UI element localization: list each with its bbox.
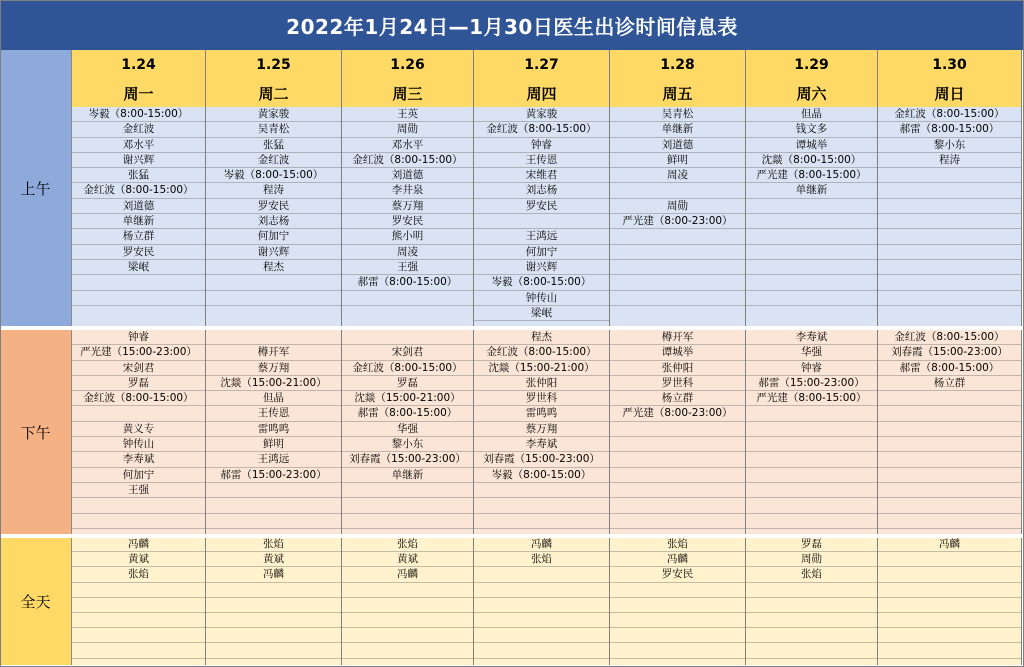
doctor-cell <box>474 583 609 598</box>
doctor-cell: 单继新 <box>72 214 205 229</box>
doctor-cell <box>610 260 745 275</box>
doctor-cell: 王强 <box>342 260 473 275</box>
doctor-cell: 金红波（8:00-15:00） <box>878 107 1021 122</box>
doctor-cell: 谢兴辉 <box>72 153 205 168</box>
doctor-cell: 刘道德 <box>342 168 473 183</box>
doctor-cell: 罗安民 <box>206 199 341 214</box>
doctor-cell <box>746 275 877 290</box>
doctor-cell <box>610 452 745 467</box>
doctor-cell <box>878 452 1021 467</box>
doctor-cell: 罗磊 <box>746 537 877 552</box>
afternoon-block <box>878 330 1021 534</box>
allday-block <box>878 537 1021 665</box>
doctor-cell: 金红波（8:00-15:00） <box>474 122 609 137</box>
afternoon-block <box>342 330 473 534</box>
doctor-cell <box>342 643 473 658</box>
doctor-cell <box>206 498 341 513</box>
doctor-cell: 樽开军 <box>610 330 745 345</box>
afternoon-block <box>474 330 609 534</box>
doctor-cell: 周勋 <box>746 552 877 567</box>
doctor-cell: 王鸿远 <box>474 229 609 244</box>
section-label-allday: 全天 <box>0 537 72 665</box>
doctor-cell <box>474 598 609 613</box>
doctor-cell <box>878 229 1021 244</box>
allday-block <box>342 537 473 665</box>
doctor-cell <box>746 437 877 452</box>
doctor-cell: 沈燚（15:00-21:00） <box>474 361 609 376</box>
doctor-cell <box>878 275 1021 290</box>
doctor-cell <box>746 260 877 275</box>
doctor-cell: 冯麟 <box>72 537 205 552</box>
doctor-cell <box>474 214 609 229</box>
doctor-cell <box>746 483 877 498</box>
doctor-cell: 黎小东 <box>342 437 473 452</box>
doctor-cell <box>610 613 745 628</box>
doctor-cell: 郝雷（15:00-23:00） <box>746 376 877 391</box>
day-column <box>72 50 206 665</box>
doctor-cell: 李寿斌 <box>72 452 205 467</box>
doctor-cell: 罗安民 <box>610 567 745 582</box>
doctor-cell: 刘志杨 <box>206 214 341 229</box>
doctor-cell <box>878 552 1021 567</box>
doctor-cell <box>72 291 205 306</box>
doctor-cell <box>474 643 609 658</box>
doctor-cell <box>878 199 1021 214</box>
doctor-cell: 张焰 <box>72 567 205 582</box>
doctor-cell: 周勋 <box>610 199 745 214</box>
doctor-cell: 王传恩 <box>474 153 609 168</box>
doctor-cell: 周勋 <box>342 122 473 137</box>
doctor-cell: 钟睿 <box>72 330 205 345</box>
doctor-cell: 郝雷（8:00-15:00） <box>878 361 1021 376</box>
doctor-cell <box>610 275 745 290</box>
doctor-cell <box>878 422 1021 437</box>
date-header: 1.30 <box>878 50 1021 81</box>
doctor-cell <box>610 229 745 244</box>
doctor-cell: 程杰 <box>474 330 609 345</box>
doctor-cell: 严光建（8:00-23:00） <box>610 214 745 229</box>
section-label-pm: 下午 <box>0 330 72 534</box>
weekday-header: 周一 <box>72 80 205 108</box>
date-header: 1.25 <box>206 50 341 81</box>
doctor-cell: 钟传山 <box>474 291 609 306</box>
doctor-cell: 金红波（8:00-15:00） <box>474 345 609 360</box>
day-column <box>610 50 746 665</box>
doctor-cell <box>342 598 473 613</box>
doctor-cell: 岑毅（8:00-15:00） <box>72 107 205 122</box>
doctor-cell: 金红波（8:00-15:00） <box>72 183 205 198</box>
doctor-cell: 钱文多 <box>746 122 877 137</box>
doctor-cell <box>72 406 205 421</box>
doctor-cell: 程杰 <box>206 260 341 275</box>
doctor-cell: 谢兴辉 <box>206 245 341 260</box>
day-column <box>878 50 1022 665</box>
doctor-cell: 何加宁 <box>206 229 341 244</box>
doctor-cell <box>878 483 1021 498</box>
page-title: 2022年1月24日—1月30日医生出诊时间信息表 <box>0 0 1024 50</box>
doctor-cell: 华强 <box>746 345 877 360</box>
doctor-cell: 李寿斌 <box>474 437 609 452</box>
doctor-cell <box>72 583 205 598</box>
doctor-cell: 王强 <box>72 483 205 498</box>
doctor-cell: 严光建（15:00-23:00） <box>72 345 205 360</box>
doctor-cell: 沈燚（8:00-15:00） <box>746 153 877 168</box>
doctor-cell: 刘道德 <box>610 138 745 153</box>
doctor-cell: 刘春霞（15:00-23:00） <box>878 345 1021 360</box>
doctor-cell <box>878 245 1021 260</box>
doctor-cell <box>746 291 877 306</box>
doctor-cell: 邓水平 <box>72 138 205 153</box>
date-header: 1.26 <box>342 50 473 81</box>
doctor-cell <box>610 628 745 643</box>
doctor-cell: 单继新 <box>342 468 473 483</box>
doctor-cell: 蔡万翔 <box>474 422 609 437</box>
doctor-cell: 钟传山 <box>72 437 205 452</box>
doctor-cell <box>746 406 877 421</box>
doctor-cell <box>610 583 745 598</box>
doctor-cell: 金红波（8:00-15:00） <box>342 153 473 168</box>
doctor-cell: 宋剑君 <box>72 361 205 376</box>
doctor-cell <box>206 514 341 529</box>
doctor-cell <box>610 483 745 498</box>
doctor-cell: 黎小东 <box>878 138 1021 153</box>
doctor-cell: 邓水平 <box>342 138 473 153</box>
doctor-cell: 郝雷（8:00-15:00） <box>342 275 473 290</box>
doctor-cell: 雷鸣鸣 <box>206 422 341 437</box>
doctor-cell <box>746 199 877 214</box>
doctor-cell <box>610 498 745 513</box>
doctor-cell: 何加宁 <box>474 245 609 260</box>
doctor-cell: 张焰 <box>342 537 473 552</box>
doctor-cell: 刘道德 <box>72 199 205 214</box>
doctor-cell <box>610 598 745 613</box>
afternoon-block <box>72 330 205 534</box>
doctor-cell: 严光建（8:00-15:00） <box>746 391 877 406</box>
doctor-cell: 宋剑君 <box>342 345 473 360</box>
doctor-cell: 罗安民 <box>72 245 205 260</box>
doctor-cell: 程涛 <box>878 153 1021 168</box>
weekday-header: 周日 <box>878 80 1021 108</box>
doctor-cell <box>878 583 1021 598</box>
doctor-cell: 王英 <box>342 107 473 122</box>
doctor-cell: 严光建（8:00-23:00） <box>610 406 745 421</box>
morning-block <box>610 107 745 326</box>
doctor-cell <box>206 483 341 498</box>
doctor-cell: 雷鸣鸣 <box>474 406 609 421</box>
doctor-cell <box>746 583 877 598</box>
doctor-cell: 罗安民 <box>342 214 473 229</box>
doctor-cell: 郝雷（8:00-15:00） <box>342 406 473 421</box>
doctor-cell: 金红波 <box>72 122 205 137</box>
weekday-header: 周二 <box>206 80 341 108</box>
day-column <box>342 50 474 665</box>
doctor-cell: 吴青松 <box>206 122 341 137</box>
doctor-cell: 钟睿 <box>474 138 609 153</box>
doctor-cell: 杨立群 <box>72 229 205 244</box>
doctor-cell <box>474 628 609 643</box>
doctor-cell <box>72 275 205 290</box>
date-header: 1.29 <box>746 50 877 81</box>
doctor-cell: 冯麟 <box>610 552 745 567</box>
doctor-cell: 张焰 <box>746 567 877 582</box>
doctor-cell <box>746 498 877 513</box>
doctor-cell: 杨立群 <box>610 391 745 406</box>
section-label-am: 上午 <box>0 50 72 326</box>
doctor-cell <box>878 183 1021 198</box>
doctor-cell: 张焰 <box>474 552 609 567</box>
allday-block <box>746 537 877 665</box>
doctor-cell: 岑毅（8:00-15:00） <box>474 275 609 290</box>
allday-block <box>474 537 609 665</box>
doctor-cell <box>746 643 877 658</box>
weekday-header: 周三 <box>342 80 473 108</box>
doctor-cell: 金红波 <box>206 153 341 168</box>
doctor-cell: 王鸿远 <box>206 452 341 467</box>
date-header: 1.27 <box>474 50 609 81</box>
doctor-cell <box>746 598 877 613</box>
doctor-cell: 华强 <box>342 422 473 437</box>
doctor-cell <box>878 514 1021 529</box>
doctor-cell: 单继新 <box>610 122 745 137</box>
doctor-cell <box>610 422 745 437</box>
doctor-cell: 黄家骏 <box>474 107 609 122</box>
doctor-cell: 刘志杨 <box>474 183 609 198</box>
afternoon-block <box>610 330 745 534</box>
doctor-cell: 王传恩 <box>206 406 341 421</box>
doctor-cell <box>746 245 877 260</box>
doctor-cell <box>746 468 877 483</box>
doctor-cell: 冯麟 <box>878 537 1021 552</box>
doctor-cell <box>342 330 473 345</box>
doctor-cell <box>474 498 609 513</box>
doctor-cell <box>206 643 341 658</box>
section-divider <box>0 326 1024 330</box>
doctor-cell: 黄斌 <box>72 552 205 567</box>
doctor-cell <box>342 583 473 598</box>
doctor-cell: 黄斌 <box>206 552 341 567</box>
doctor-cell <box>610 514 745 529</box>
doctor-cell: 沈燚（15:00-21:00） <box>342 391 473 406</box>
morning-block <box>474 107 609 326</box>
doctor-cell <box>610 437 745 452</box>
doctor-cell: 宋维君 <box>474 168 609 183</box>
doctor-cell <box>746 628 877 643</box>
doctor-cell: 刘春霞（15:00-23:00） <box>342 452 473 467</box>
doctor-cell <box>878 643 1021 658</box>
doctor-cell: 沈燚（15:00-21:00） <box>206 376 341 391</box>
doctor-cell <box>878 391 1021 406</box>
doctor-cell <box>746 613 877 628</box>
doctor-cell: 蔡万翔 <box>206 361 341 376</box>
allday-block <box>72 537 205 665</box>
doctor-cell <box>878 291 1021 306</box>
doctor-cell: 鲜明 <box>610 153 745 168</box>
doctor-cell: 吴青松 <box>610 107 745 122</box>
date-header: 1.24 <box>72 50 205 81</box>
doctor-cell <box>610 468 745 483</box>
doctor-cell <box>474 567 609 582</box>
doctor-cell <box>878 214 1021 229</box>
doctor-cell <box>206 628 341 643</box>
doctor-cell <box>746 214 877 229</box>
doctor-cell <box>878 406 1021 421</box>
doctor-cell <box>72 643 205 658</box>
afternoon-block <box>206 330 341 534</box>
doctor-cell <box>878 468 1021 483</box>
doctor-cell: 鲜明 <box>206 437 341 452</box>
doctor-cell: 张仲阳 <box>474 376 609 391</box>
doctor-cell: 但晶 <box>746 107 877 122</box>
day-column <box>746 50 878 665</box>
doctor-cell: 金红波（8:00-15:00） <box>878 330 1021 345</box>
doctor-cell <box>610 291 745 306</box>
doctor-cell: 杨立群 <box>878 376 1021 391</box>
morning-block <box>206 107 341 326</box>
doctor-cell: 周凌 <box>610 168 745 183</box>
doctor-cell: 樽开军 <box>206 345 341 360</box>
morning-block <box>878 107 1021 326</box>
doctor-cell: 谭城举 <box>610 345 745 360</box>
doctor-cell: 冯麟 <box>342 567 473 582</box>
doctor-cell <box>72 613 205 628</box>
doctor-cell <box>342 628 473 643</box>
afternoon-block <box>746 330 877 534</box>
doctor-cell <box>474 483 609 498</box>
doctor-cell <box>878 628 1021 643</box>
morning-block <box>342 107 473 326</box>
doctor-cell: 黄家骏 <box>206 107 341 122</box>
doctor-cell <box>878 168 1021 183</box>
section-divider <box>0 534 1024 538</box>
doctor-cell: 罗世科 <box>610 376 745 391</box>
weekday-header: 周四 <box>474 80 609 108</box>
doctor-cell: 但晶 <box>206 391 341 406</box>
doctor-cell: 冯麟 <box>206 567 341 582</box>
doctor-cell <box>342 483 473 498</box>
doctor-cell <box>72 514 205 529</box>
doctor-cell <box>746 452 877 467</box>
doctor-cell: 梁岷 <box>474 306 609 321</box>
doctor-cell <box>474 613 609 628</box>
doctor-cell <box>342 498 473 513</box>
doctor-cell <box>206 583 341 598</box>
doctor-cell: 张焰 <box>610 537 745 552</box>
doctor-cell: 李寿斌 <box>746 330 877 345</box>
doctor-cell: 谭城举 <box>746 138 877 153</box>
doctor-cell <box>72 628 205 643</box>
doctor-cell: 郝雷（15:00-23:00） <box>206 468 341 483</box>
doctor-cell: 岑毅（8:00-15:00） <box>206 168 341 183</box>
doctor-cell: 张猛 <box>206 138 341 153</box>
doctor-cell <box>746 514 877 529</box>
doctor-cell <box>878 260 1021 275</box>
doctor-cell <box>878 613 1021 628</box>
day-column <box>206 50 342 665</box>
doctor-cell <box>474 514 609 529</box>
doctor-cell: 罗磊 <box>342 376 473 391</box>
doctor-cell: 金红波（8:00-15:00） <box>72 391 205 406</box>
doctor-cell <box>878 498 1021 513</box>
doctor-cell: 郝雷（8:00-15:00） <box>878 122 1021 137</box>
doctor-cell: 严光建（8:00-15:00） <box>746 168 877 183</box>
doctor-cell: 钟睿 <box>746 361 877 376</box>
doctor-cell: 程涛 <box>206 183 341 198</box>
doctor-cell <box>206 330 341 345</box>
weekday-header: 周六 <box>746 80 877 108</box>
doctor-cell: 岑毅（8:00-15:00） <box>474 468 609 483</box>
morning-block <box>72 107 205 326</box>
doctor-cell: 罗磊 <box>72 376 205 391</box>
doctor-cell: 梁岷 <box>72 260 205 275</box>
doctor-cell <box>342 291 473 306</box>
day-column <box>474 50 610 665</box>
doctor-cell: 金红波（8:00-15:00） <box>342 361 473 376</box>
allday-block <box>206 537 341 665</box>
doctor-cell: 李井泉 <box>342 183 473 198</box>
doctor-cell: 罗安民 <box>474 199 609 214</box>
doctor-cell <box>878 437 1021 452</box>
doctor-cell: 刘春霞（15:00-23:00） <box>474 452 609 467</box>
doctor-cell <box>206 275 341 290</box>
doctor-cell <box>72 598 205 613</box>
doctor-cell <box>72 498 205 513</box>
doctor-cell: 罗世科 <box>474 391 609 406</box>
doctor-cell <box>342 514 473 529</box>
doctor-cell <box>746 422 877 437</box>
doctor-cell: 张焰 <box>206 537 341 552</box>
doctor-cell: 何加宁 <box>72 468 205 483</box>
doctor-cell <box>878 567 1021 582</box>
doctor-cell: 熊小明 <box>342 229 473 244</box>
doctor-cell <box>610 183 745 198</box>
doctor-cell: 黄斌 <box>342 552 473 567</box>
doctor-cell <box>746 229 877 244</box>
morning-block <box>746 107 877 326</box>
doctor-cell: 蔡万翔 <box>342 199 473 214</box>
doctor-cell: 冯麟 <box>474 537 609 552</box>
doctor-cell: 黄义专 <box>72 422 205 437</box>
weekday-header: 周五 <box>610 80 745 108</box>
doctor-cell <box>610 643 745 658</box>
allday-block <box>610 537 745 665</box>
doctor-cell: 单继新 <box>746 183 877 198</box>
date-header: 1.28 <box>610 50 745 81</box>
doctor-cell <box>206 291 341 306</box>
doctor-cell <box>342 613 473 628</box>
doctor-cell <box>206 613 341 628</box>
doctor-cell <box>610 245 745 260</box>
doctor-cell: 周凌 <box>342 245 473 260</box>
doctor-cell: 张猛 <box>72 168 205 183</box>
doctor-cell: 张仲阳 <box>610 361 745 376</box>
doctor-cell <box>206 598 341 613</box>
doctor-cell: 谢兴辉 <box>474 260 609 275</box>
doctor-cell <box>878 598 1021 613</box>
